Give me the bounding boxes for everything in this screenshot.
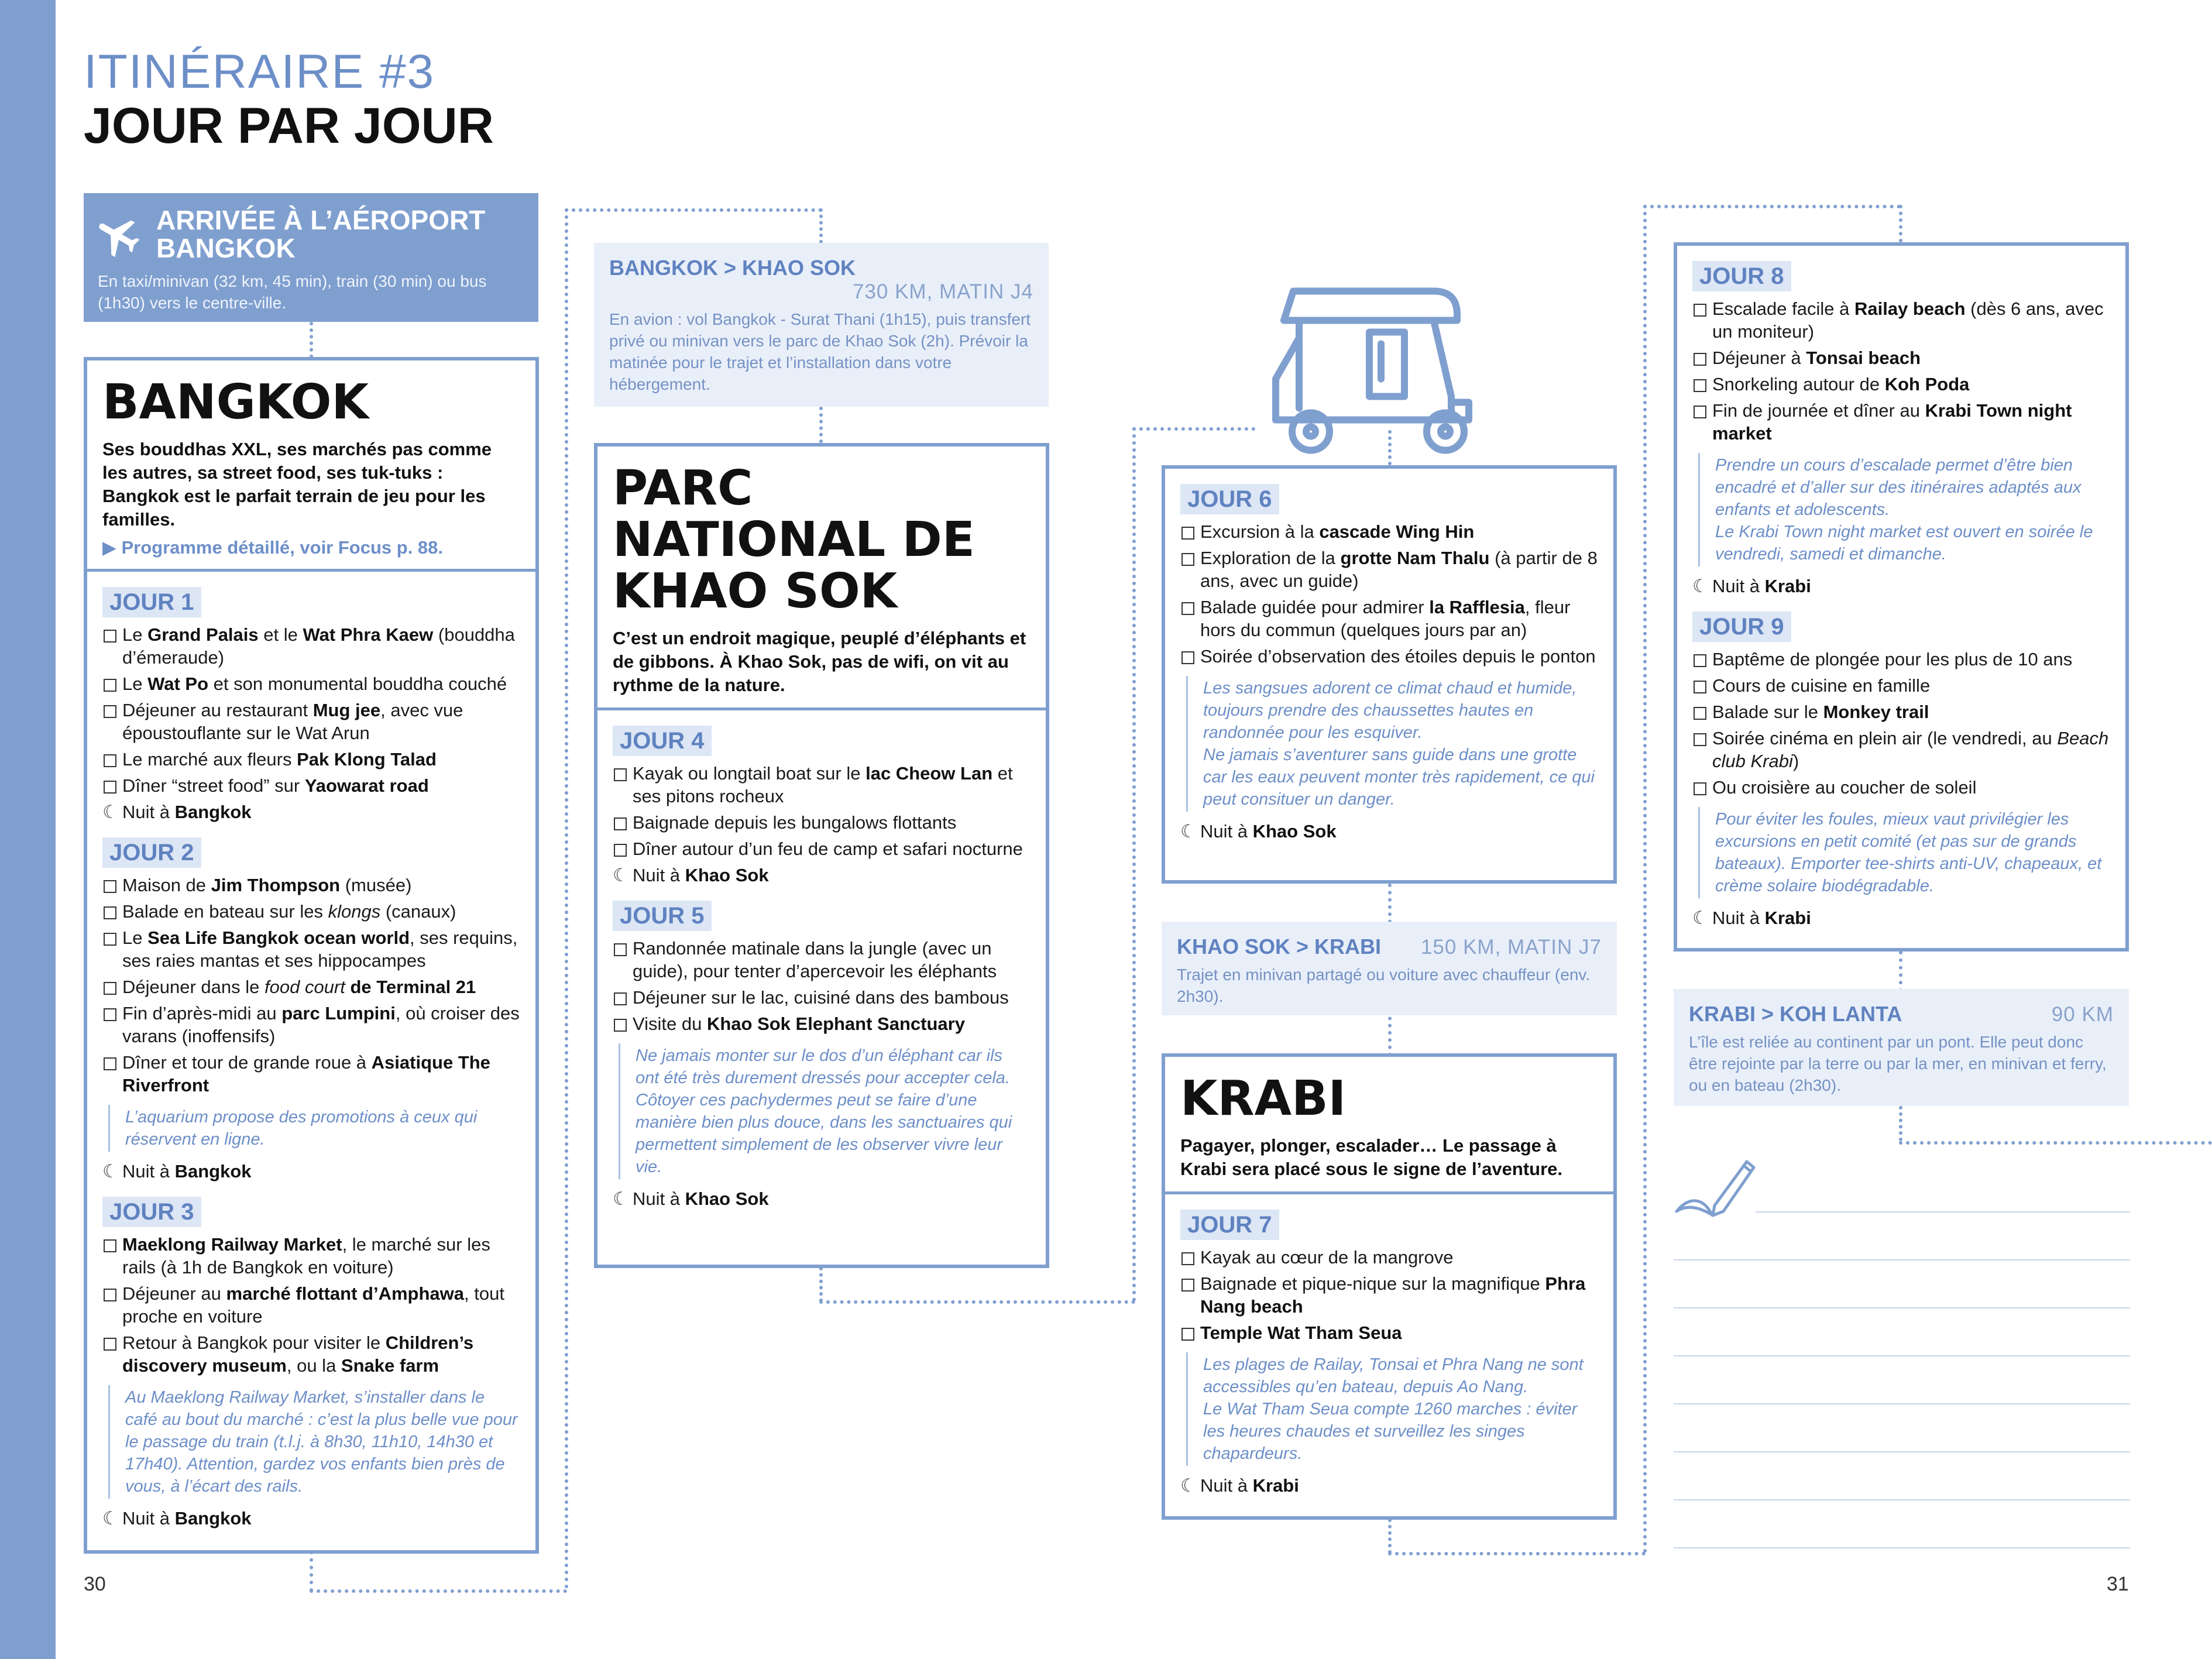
activity-item[interactable]: Balade en bateau sur les klongs (canaux) (102, 900, 520, 923)
itinerary-number: ITINÉRAIRE #3 (84, 45, 435, 98)
page-number-right: 31 (2107, 1573, 2129, 1595)
connector (1899, 951, 1902, 992)
page-title: JOUR PAR JOUR (84, 98, 494, 154)
connector (1643, 205, 1647, 1554)
program-link[interactable]: ▶ Programme détaillé, voir Focus p. 88. (102, 537, 444, 558)
day-label: JOUR 8 (1692, 261, 1791, 291)
arrival-title: ARRIVÉE À L’AÉROPORT BANGKOK (156, 205, 486, 263)
day-label: JOUR 6 (1180, 484, 1279, 514)
tip-note: Prendre un cours d’escalade permet d’être bien encadré et d’aller sur des itinéraires adaptés aux enfants et adolescents. Le Krabi Town night market est ouvert en soirée le vendredi, samedi et dimanche. (1698, 453, 2110, 566)
tuk-tuk-icon (1258, 266, 1492, 468)
krabi-header (1165, 1057, 1613, 1194)
notes-line (1674, 1307, 2130, 1308)
night-stay: ☾ Nuit à Bangkok (102, 1160, 520, 1183)
transfer-text: L’île est reliée au continent par un pont. Elle peut donc être rejointe par la terre ou par la mer, en minivan et ferry, ou en bateau (2h30). (1689, 1033, 2107, 1094)
plane-icon (93, 209, 143, 260)
connector (565, 208, 822, 212)
krabi-title: KRABI (1180, 1071, 1347, 1126)
activity-item[interactable]: Retour à Bangkok pour visiter le Children’s discovery museum, ou la Snake farm (102, 1331, 520, 1377)
transfer-text: En avion : vol Bangkok - Surat Thani (1h15), puis transfert privé ou minivan vers le parc de Khao Sok (2h). Prévoir la matinée pour le trajet et l’installation dans votre hébergement. (609, 310, 1031, 393)
day-label: JOUR 5 (613, 901, 712, 931)
jour6-items (1180, 520, 1598, 843)
transfer-distance: 730 KM, MATIN J4 (852, 280, 1033, 303)
activity-item[interactable]: Dîner et tour de grande roue à Asiatique The Riverfront (102, 1051, 520, 1097)
pen-icon (1671, 1156, 1758, 1220)
notes-line (1756, 1211, 2130, 1213)
notes-line (1674, 1259, 2130, 1260)
khaosok-intro: C’est un endroit magique, peuplé d’éléphants et de gibbons. À Khao Sok, pas de wifi, on vit au rythme de la nature. (613, 628, 1026, 695)
activity-item[interactable]: Snorkeling autour de Koh Poda (1692, 373, 2110, 396)
connector (1388, 1009, 1392, 1056)
bangkok-days (87, 572, 535, 1550)
transfer-route: BANGKOK > KHAO SOK (609, 256, 856, 280)
connector (819, 208, 823, 243)
activity-item[interactable]: Fin de journée et dîner au Krabi Town night market (1692, 399, 2110, 445)
activity-item[interactable]: Baignade depuis les bungalows flottants (613, 811, 1031, 834)
transfer-text: Trajet en minivan partagé ou voiture avec chauffeur (env. 2h30). (1177, 966, 1591, 1005)
day-label: JOUR 3 (102, 1197, 201, 1227)
transfer-distance: 150 KM, MATIN J7 (1420, 936, 1602, 959)
tip-note: Les sangsues adorent ce climat chaud et humide, toujours prendre des chaussettes hautes en randonnée pour les esquiver. Ne jamais s’aventurer sans guide dans une grotte car les eaux peuvent monter très rapidement, ce qui peut consituer un danger. (1186, 676, 1598, 812)
connector (819, 407, 823, 443)
activity-item[interactable]: Ou croisière au coucher de soleil (1692, 776, 2110, 799)
jours89-days (1677, 246, 2125, 949)
activity-item[interactable]: Maeklong Railway Market, le marché sur les rails (à 1h de Bangkok en voiture) (102, 1233, 520, 1279)
bangkok-header (87, 360, 535, 572)
activity-item[interactable]: Le Sea Life Bangkok ocean world, ses requins, ses raies mantas et ses hippocampes (102, 926, 520, 972)
day-label: JOUR 2 (102, 837, 201, 868)
notes-line (1674, 1547, 2130, 1548)
night-stay: ☾ Nuit à Bangkok (102, 1507, 520, 1530)
activity-item[interactable]: Déjeuner dans le food court de Terminal 21 (102, 976, 520, 998)
activity-item[interactable]: Escalade facile à Railay beach (dès 6 ans, avec un moniteur) (1692, 297, 2110, 343)
krabi-box (1162, 1053, 1617, 1520)
arrival-banner (84, 193, 538, 322)
activity-item[interactable]: Le Wat Po et son monumental bouddha couché (102, 672, 520, 695)
khaosok-days (597, 710, 1046, 1230)
page-number-left: 30 (84, 1573, 106, 1595)
activity-item[interactable]: Kayak ou longtail boat sur le lac Cheow Lan et ses pitons rocheux (613, 762, 1031, 808)
activity-item[interactable]: Soirée cinéma en plein air (le vendredi, au Beach club Krabi) (1692, 727, 2110, 772)
activity-item[interactable]: Balade guidée pour admirer la Rafflesia, fleur hors du commun (quelques jours par an) (1180, 596, 1598, 641)
activity-item[interactable]: Baptême de plongée pour les plus de 10 ans (1692, 648, 2110, 671)
connector (1132, 427, 1136, 1302)
connector (819, 1267, 823, 1302)
connector (1899, 205, 1902, 242)
transfer-khaosok-krabi (1162, 922, 1617, 1015)
activity-item[interactable]: Le marché aux fleurs Pak Klong Talad (102, 748, 520, 771)
jours89-box (1674, 242, 2129, 952)
night-stay: ☾ Nuit à Khao Sok (613, 864, 1031, 887)
transfer-route: KHAO SOK > KRABI (1177, 935, 1382, 959)
night-stay: ☾ Nuit à Khao Sok (1180, 820, 1598, 843)
transfer-bangkok-khaosok (594, 243, 1049, 407)
connector (565, 208, 568, 1589)
activity-item[interactable]: Cours de cuisine en famille (1692, 674, 2110, 697)
connector (1388, 1519, 1392, 1554)
khaosok-box (594, 443, 1049, 1268)
transfer-route: KRABI > KOH LANTA (1689, 1002, 1902, 1026)
activity-item[interactable]: Visite du Khao Sok Elephant Sanctuary (613, 1012, 1031, 1035)
activity-item[interactable]: Le Grand Palais et le Wat Phra Kaew (bouddha d’émeraude) (102, 623, 520, 669)
connector (1388, 1552, 1646, 1555)
night-stay: ☾ Nuit à Krabi (1180, 1474, 1598, 1497)
connector (1132, 427, 1255, 431)
connector (310, 1589, 567, 1593)
tip-note: Au Maeklong Railway Market, s’installer dans le café au bout du marché : c’est la plus belle vue pour le passage du train (t.l.j. à 8h30, 11h10, 14h30 et 17h40). Attention, gardez vos enfants bien près de vous, à l’écart des rails. (108, 1385, 520, 1499)
tip-note: Les plages de Railay, Tonsai et Phra Nang ne sont accessibles qu’en bateau, depuis Ao Nang. Le Wat Tham Seua compte 1260 marches : éviter les heures chaudes et surveillez les singes chapardeurs. (1186, 1352, 1598, 1466)
tip-note: L’aquarium propose des promotions à ceux qui réservent en ligne. (108, 1105, 520, 1152)
notes-line (1674, 1451, 2130, 1452)
bangkok-title: BANGKOK (102, 375, 369, 430)
day-label: JOUR 7 (1180, 1210, 1279, 1240)
connector (1899, 1106, 1902, 1141)
day-label: JOUR 4 (613, 726, 712, 756)
krabi-days (1165, 1194, 1613, 1517)
activity-item[interactable]: Déjeuner sur le lac, cuisiné dans des bambous (613, 986, 1031, 1009)
activity-item[interactable]: Soirée d’observation des étoiles depuis le ponton (1180, 645, 1598, 668)
connector (819, 1300, 1135, 1304)
activity-item[interactable]: Fin d’après-midi au parc Lumpini, où croiser des varans (inoffensifs) (102, 1002, 520, 1047)
activity-item[interactable]: Randonnée matinale dans la jungle (avec un guide), pour tenter d’apercevoir les éléphants (613, 937, 1031, 983)
activity-item[interactable]: Déjeuner à Tonsai beach (1692, 346, 2110, 369)
activity-item[interactable]: Maison de Jim Thompson (musée) (102, 874, 520, 897)
connector (1899, 1141, 2212, 1145)
notes-line (1674, 1499, 2130, 1500)
khaosok-header (597, 446, 1046, 710)
transfer-distance: 90 KM (2051, 1003, 2114, 1026)
bangkok-intro: Ses bouddhas XXL, ses marchés pas comme les autres, sa street food, ses tuk-tuks : Bangkok est le parfait terrain de jeu pour les familles. (102, 439, 492, 530)
connector (310, 322, 313, 358)
activity-item[interactable]: Kayak au cœur de la mangrove (1180, 1246, 1598, 1269)
notes-line (1674, 1355, 2130, 1356)
krabi-intro: Pagayer, plonger, escalader… Le passage à Krabi sera placé sous le signe de l’aventure. (1180, 1135, 1562, 1179)
activity-item[interactable]: Dîner “street food” sur Yaowarat road (102, 774, 520, 797)
bangkok-box (84, 357, 539, 1554)
activity-item[interactable]: Déjeuner au restaurant Mug jee, avec vue époustouflante sur le Wat Arun (102, 699, 520, 744)
activity-item[interactable]: Balade sur le Monkey trail (1692, 700, 2110, 723)
khaosok-title: PARC NATIONAL DE KHAO SOK (613, 461, 975, 619)
activity-item[interactable]: Exploration de la grotte Nam Thalu (à partir de 8 ans, avec un guide) (1180, 547, 1598, 592)
transfer-krabi-kohlanta (1674, 989, 2129, 1106)
night-stay: ☾ Nuit à Krabi (1692, 906, 2110, 929)
notes-line (1674, 1403, 2130, 1404)
connector (1643, 205, 1901, 208)
activity-item[interactable]: Déjeuner au marché flottant d’Amphawa, tout proche en voiture (102, 1282, 520, 1328)
activity-item[interactable]: Dîner autour d’un feu de camp et safari nocturne (613, 837, 1031, 860)
connector (310, 1551, 313, 1592)
day-label: JOUR 9 (1692, 612, 1791, 642)
arrival-text: En taxi/minivan (32 km, 45 min), train (30 min) ou bus (1h30) vers le centre-ville. (98, 272, 487, 312)
night-stay: ☾ Nuit à Khao Sok (613, 1187, 1031, 1210)
activity-item[interactable]: Temple Wat Tham Seua (1180, 1321, 1598, 1344)
tip-note: Ne jamais monter sur le dos d’un éléphant car ils ont été très durement dressés pour accepter cela. Côtoyer ces pachydermes peut se faire d’une manière bien plus douce, dans les sanctuaires qui permettent simplement de les observer vivre leur vie. (619, 1043, 1031, 1179)
activity-item[interactable]: Excursion à la cascade Wing Hin (1180, 520, 1598, 543)
night-stay: ☾ Nuit à Krabi (1692, 575, 2110, 597)
left-color-band (0, 0, 56, 1659)
tip-note: Pour éviter les foules, mieux vaut privilégier les excursions en petit comité (et pas sur de grands bateaux). Emporter tee-shirts anti-UV, chapeaux, et crème solaire biodégradable. (1698, 807, 2110, 898)
day-label: JOUR 1 (102, 587, 201, 617)
activity-item[interactable]: Baignade et pique-nique sur la magnifique Phra Nang beach (1180, 1272, 1598, 1318)
jour6-box (1162, 465, 1617, 884)
night-stay: ☾ Nuit à Bangkok (102, 801, 520, 823)
jour6-body (1165, 469, 1613, 863)
